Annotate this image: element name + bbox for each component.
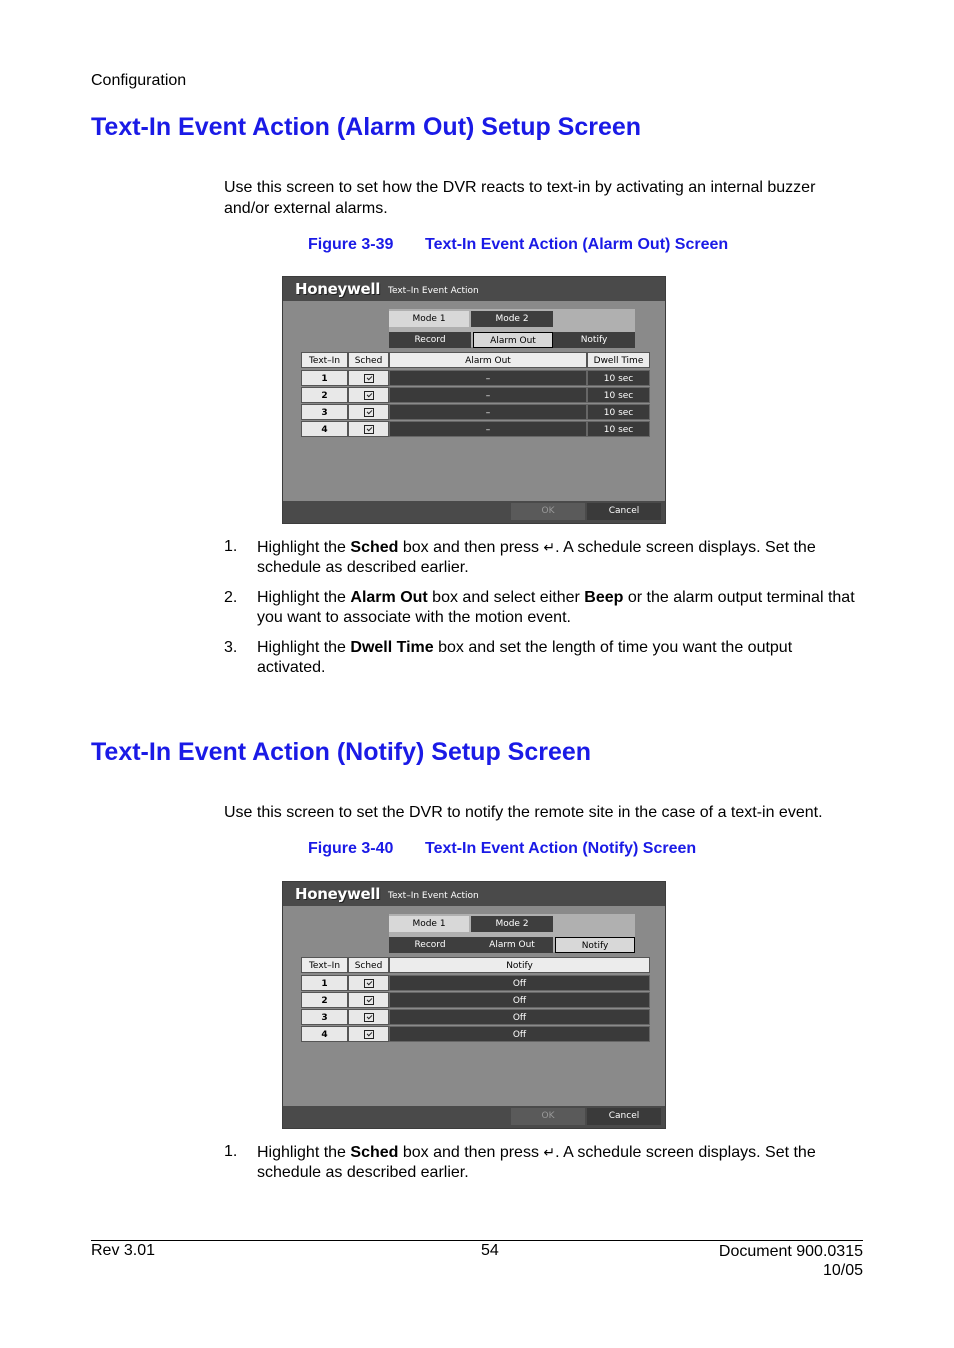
tab-record[interactable]: Record: [389, 937, 471, 953]
intro-paragraph-notify: Use this screen to set the DVR to notify the remote site in the case of a text-in event.: [224, 804, 823, 821]
figure-caption-3-40: [308, 840, 696, 858]
sched-button[interactable]: [348, 370, 389, 386]
calendar-icon: [364, 425, 374, 434]
honeywell-logo: Honeywell: [295, 885, 381, 903]
alarm-out-cell[interactable]: –: [389, 370, 587, 386]
dwell-time-cell[interactable]: 10 sec: [587, 370, 650, 386]
dvr-screen-notify: [282, 881, 666, 1129]
col-header-text-in: Text–In: [301, 352, 348, 368]
steps-list-alarm-out: [224, 537, 864, 688]
calendar-icon: [364, 408, 374, 417]
steps-list-notify: [224, 1142, 864, 1193]
calendar-icon: [364, 996, 374, 1005]
footer-document-date: 10/05: [822, 1262, 863, 1279]
list-item: [224, 1142, 864, 1183]
step-number: 1.: [224, 1143, 238, 1160]
step-bold: Alarm Out: [350, 589, 428, 606]
footer-revision: Rev 3.01: [91, 1242, 156, 1259]
step-text: Highlight the: [257, 639, 351, 656]
calendar-icon: [364, 391, 374, 400]
cancel-button[interactable]: Cancel: [587, 503, 661, 520]
step-text: box and then press: [398, 1144, 544, 1161]
tab-notify[interactable]: Notify: [553, 332, 635, 348]
dvr-screen-title: Text–In Event Action: [388, 891, 479, 901]
col-header-text-in: Text–In: [301, 957, 348, 973]
footer-divider: [91, 1240, 863, 1241]
calendar-icon: [364, 1013, 374, 1022]
step-bold: Dwell Time: [350, 639, 434, 656]
figure-title: Text-In Event Action (Alarm Out) Screen: [425, 236, 729, 253]
tab-mode-2[interactable]: Mode 2: [471, 311, 553, 327]
row-id: 2: [301, 992, 348, 1008]
dvr-title-bar: [283, 277, 665, 301]
list-item: [224, 638, 864, 678]
section-title-notify: Text-In Event Action (Notify) Setup Screen: [91, 738, 592, 766]
col-header-alarm-out: Alarm Out: [389, 352, 587, 368]
row-id: 1: [301, 975, 348, 991]
tab-record[interactable]: Record: [389, 332, 471, 348]
row-id: 3: [301, 1009, 348, 1025]
intro-paragraph-alarm-out: Use this screen to set how the DVR reacts to text-in by activating an internal buzzer and/or external alarms.: [224, 179, 816, 217]
tab-mode-1[interactable]: Mode 1: [389, 311, 469, 327]
honeywell-logo: Honeywell: [295, 280, 381, 298]
tab-alarm-out[interactable]: Alarm Out: [473, 332, 553, 348]
notify-cell[interactable]: Off: [389, 975, 650, 991]
notify-cell[interactable]: Off: [389, 1009, 650, 1025]
tab-mode-2[interactable]: Mode 2: [471, 916, 553, 932]
col-header-sched: Sched: [348, 352, 389, 368]
running-header: Configuration: [91, 72, 187, 89]
notify-cell[interactable]: Off: [389, 1026, 650, 1042]
cancel-button[interactable]: Cancel: [587, 1108, 661, 1125]
footer-page-number: 54: [481, 1242, 499, 1259]
col-header-dwell-time: Dwell Time: [587, 352, 650, 368]
ok-button[interactable]: OK: [511, 503, 585, 520]
footer-document: [719, 1242, 863, 1280]
tab-notify[interactable]: Notify: [555, 937, 635, 953]
notify-cell[interactable]: Off: [389, 992, 650, 1008]
tab-mode-1[interactable]: Mode 1: [389, 916, 469, 932]
col-header-notify: Notify: [389, 957, 650, 973]
calendar-icon: [364, 374, 374, 383]
step-number: 3.: [224, 639, 238, 656]
calendar-icon: [364, 979, 374, 988]
dwell-time-cell[interactable]: 10 sec: [587, 421, 650, 437]
sched-button[interactable]: [348, 992, 389, 1008]
step-text: . A schedule screen displays. Set the schedule as described earlier.: [257, 1144, 816, 1181]
step-text: box and set the length of time you want the output activated.: [257, 639, 793, 676]
figure-number: Figure 3-40: [308, 840, 394, 857]
alarm-out-cell[interactable]: –: [389, 421, 587, 437]
dvr-screen-title: Text–In Event Action: [388, 286, 479, 296]
figure-caption-3-39: [308, 236, 728, 254]
row-id: 4: [301, 421, 348, 437]
sched-button[interactable]: [348, 1026, 389, 1042]
dvr-title-bar: [283, 882, 665, 906]
col-header-sched: Sched: [348, 957, 389, 973]
step-number: 2.: [224, 589, 238, 606]
step-text: or the alarm output terminal that you want to associate with the motion event.: [257, 589, 855, 626]
tab-alarm-out[interactable]: Alarm Out: [471, 937, 553, 953]
sched-button[interactable]: [348, 421, 389, 437]
step-bold: Beep: [584, 589, 624, 606]
row-id: 4: [301, 1026, 348, 1042]
step-text: Highlight the: [257, 1144, 351, 1161]
calendar-icon: [364, 1030, 374, 1039]
step-text: box and select either: [427, 589, 585, 606]
step-bold: Sched: [350, 1144, 399, 1161]
row-id: 2: [301, 387, 348, 403]
list-item: [224, 588, 864, 628]
figure-title: Text-In Event Action (Notify) Screen: [425, 840, 697, 857]
dvr-screen-alarm-out: [282, 276, 666, 524]
row-id: 1: [301, 370, 348, 386]
enter-key-icon: ↵: [543, 539, 556, 555]
section-title-alarm-out: Text-In Event Action (Alarm Out) Setup Screen: [91, 113, 642, 141]
figure-number: Figure 3-39: [308, 236, 394, 253]
footer-document-number: Document 900.0315: [718, 1243, 863, 1260]
sched-button[interactable]: [348, 975, 389, 991]
alarm-out-cell[interactable]: –: [389, 404, 587, 420]
step-bold: Sched: [350, 539, 399, 556]
step-number: 1.: [224, 538, 238, 555]
sched-button[interactable]: [348, 404, 389, 420]
sched-button[interactable]: [348, 1009, 389, 1025]
step-text: Highlight the: [257, 539, 351, 556]
alarm-out-cell[interactable]: –: [389, 387, 587, 403]
step-text: Highlight the: [257, 589, 351, 606]
dwell-time-cell[interactable]: 10 sec: [587, 404, 650, 420]
sched-button[interactable]: [348, 387, 389, 403]
enter-key-icon: ↵: [543, 1144, 556, 1160]
ok-button[interactable]: OK: [511, 1108, 585, 1125]
list-item: [224, 537, 864, 578]
row-id: 3: [301, 404, 348, 420]
dwell-time-cell[interactable]: 10 sec: [587, 387, 650, 403]
step-text: . A schedule screen displays. Set the schedule as described earlier.: [257, 539, 816, 576]
step-text: box and then press: [398, 539, 544, 556]
